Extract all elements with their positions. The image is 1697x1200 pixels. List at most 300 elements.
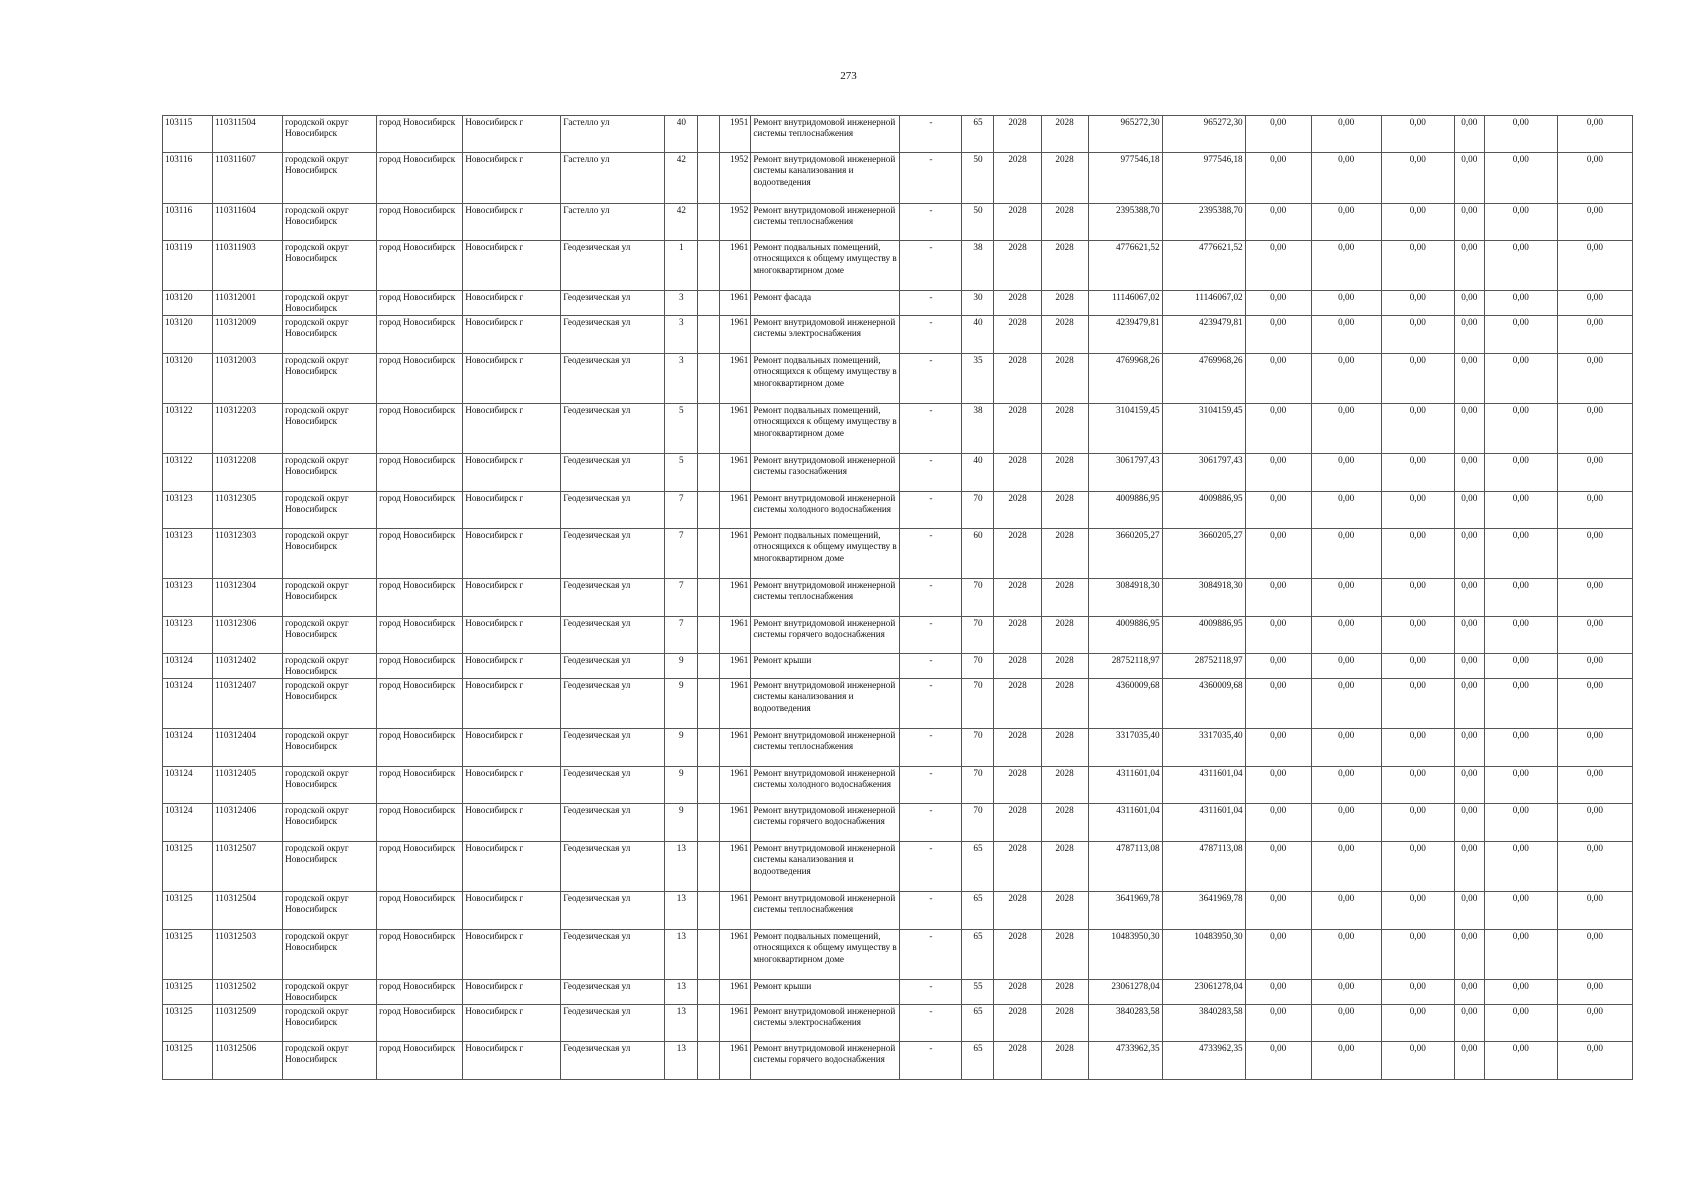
cell-house-number: 5 xyxy=(665,454,698,492)
cell-element-code: 110312507 xyxy=(213,842,283,892)
table-row xyxy=(163,930,1633,980)
table-row xyxy=(163,980,1633,1005)
cell-street: Геодезическая ул xyxy=(561,617,665,654)
cell-element-code: 110312406 xyxy=(213,804,283,842)
cell-budget-cost: 0,00 xyxy=(1311,654,1381,679)
cell-element-code: 110312203 xyxy=(213,404,283,454)
cell-house-number: 42 xyxy=(665,153,698,204)
cell-locality: Новосибирск г xyxy=(463,679,561,729)
cell-total-cost: 4787113,08 xyxy=(1088,842,1162,892)
cell-municipal-district: городской округ Новосибирск xyxy=(283,204,377,241)
cell-work-type: Ремонт внутридомовой инженерной системы холодного водоснабжения xyxy=(751,492,900,529)
cell-work-type: Ремонт внутридомовой инженерной системы электроснабжения xyxy=(751,316,900,354)
cell-object-id: 103125 xyxy=(163,892,213,930)
table-row xyxy=(163,492,1633,529)
cell-fund-cost: 0,00 xyxy=(1245,492,1311,529)
cell-budget-cost: 0,00 xyxy=(1311,579,1381,617)
cell-total-cost: 4239479,81 xyxy=(1088,316,1162,354)
cell-build-year: 1961 xyxy=(720,291,751,316)
cell-house-number: 9 xyxy=(665,654,698,679)
cell-object-id: 103125 xyxy=(163,842,213,892)
cell-building xyxy=(698,654,720,679)
cell-locality: Новосибирск г xyxy=(463,930,561,980)
cell-plan-year-start: 2028 xyxy=(994,842,1041,892)
cell-settlement: город Новосибирск xyxy=(377,767,463,804)
cell-object-id: 103119 xyxy=(163,241,213,291)
cell-dash-mark: - xyxy=(900,316,962,354)
cell-plan-year-end: 2028 xyxy=(1041,529,1088,579)
cell-dash-mark: - xyxy=(900,729,962,767)
cell-plan-year-start: 2028 xyxy=(994,454,1041,492)
cell-house-number: 13 xyxy=(665,930,698,980)
cell-total-cost: 4311601,04 xyxy=(1088,804,1162,842)
cell-owner-cost: 0,00 xyxy=(1484,842,1557,892)
cell-other-cost: 0,00 xyxy=(1557,930,1632,980)
cell-wear-percent: 65 xyxy=(962,1042,994,1080)
cell-locality: Новосибирск г xyxy=(463,1005,561,1042)
cell-fund-cost: 0,00 xyxy=(1245,579,1311,617)
cell-dash-mark: - xyxy=(900,1042,962,1080)
cell-regional-cost: 0,00 xyxy=(1381,529,1454,579)
cell-element-code: 110312306 xyxy=(213,617,283,654)
table-row xyxy=(163,842,1633,892)
cell-work-type: Ремонт подвальных помещений, относящихся к общему имуществу в многоквартирном доме xyxy=(751,354,900,404)
cell-street: Геодезическая ул xyxy=(561,492,665,529)
cell-other-cost: 0,00 xyxy=(1557,492,1632,529)
cell-dash-mark: - xyxy=(900,1005,962,1042)
cell-cost-amount: 4769968,26 xyxy=(1162,354,1245,404)
cell-owner-cost: 0,00 xyxy=(1484,1005,1557,1042)
register-body xyxy=(163,116,1633,1080)
cell-municipal-district: городской округ Новосибирск xyxy=(283,291,377,316)
cell-settlement: город Новосибирск xyxy=(377,291,463,316)
cell-local-cost: 0,00 xyxy=(1454,316,1484,354)
cell-cost-amount: 3084918,30 xyxy=(1162,579,1245,617)
cell-plan-year-start: 2028 xyxy=(994,767,1041,804)
cell-plan-year-start: 2028 xyxy=(994,930,1041,980)
cell-street: Геодезическая ул xyxy=(561,454,665,492)
cell-fund-cost: 0,00 xyxy=(1245,291,1311,316)
cell-owner-cost: 0,00 xyxy=(1484,404,1557,454)
cell-local-cost: 0,00 xyxy=(1454,729,1484,767)
cell-budget-cost: 0,00 xyxy=(1311,316,1381,354)
cell-build-year: 1961 xyxy=(720,679,751,729)
cell-settlement: город Новосибирск xyxy=(377,241,463,291)
cell-object-id: 103116 xyxy=(163,204,213,241)
cell-plan-year-start: 2028 xyxy=(994,492,1041,529)
table-row xyxy=(163,654,1633,679)
cell-settlement: город Новосибирск xyxy=(377,529,463,579)
cell-settlement: город Новосибирск xyxy=(377,204,463,241)
cell-locality: Новосибирск г xyxy=(463,767,561,804)
cell-building xyxy=(698,679,720,729)
cell-work-type: Ремонт внутридомовой инженерной системы холодного водоснабжения xyxy=(751,767,900,804)
cell-cost-amount: 4311601,04 xyxy=(1162,767,1245,804)
cell-build-year: 1961 xyxy=(720,980,751,1005)
table-row xyxy=(163,241,1633,291)
cell-regional-cost: 0,00 xyxy=(1381,980,1454,1005)
cell-cost-amount: 4360009,68 xyxy=(1162,679,1245,729)
cell-work-type: Ремонт внутридомовой инженерной системы горячего водоснабжения xyxy=(751,804,900,842)
cell-plan-year-start: 2028 xyxy=(994,116,1041,153)
cell-budget-cost: 0,00 xyxy=(1311,980,1381,1005)
cell-work-type: Ремонт внутридомовой инженерной системы газоснабжения xyxy=(751,454,900,492)
cell-settlement: город Новосибирск xyxy=(377,354,463,404)
cell-plan-year-end: 2028 xyxy=(1041,1005,1088,1042)
cell-plan-year-end: 2028 xyxy=(1041,804,1088,842)
table-row xyxy=(163,116,1633,153)
cell-settlement: город Новосибирск xyxy=(377,980,463,1005)
cell-owner-cost: 0,00 xyxy=(1484,529,1557,579)
cell-wear-percent: 40 xyxy=(962,316,994,354)
cell-build-year: 1961 xyxy=(720,316,751,354)
cell-plan-year-end: 2028 xyxy=(1041,204,1088,241)
cell-street: Геодезическая ул xyxy=(561,842,665,892)
cell-other-cost: 0,00 xyxy=(1557,291,1632,316)
cell-house-number: 1 xyxy=(665,241,698,291)
cell-municipal-district: городской округ Новосибирск xyxy=(283,842,377,892)
cell-dash-mark: - xyxy=(900,767,962,804)
cell-other-cost: 0,00 xyxy=(1557,804,1632,842)
cell-budget-cost: 0,00 xyxy=(1311,354,1381,404)
cell-cost-amount: 4009886,95 xyxy=(1162,492,1245,529)
cell-local-cost: 0,00 xyxy=(1454,291,1484,316)
cell-locality: Новосибирск г xyxy=(463,204,561,241)
cell-cost-amount: 977546,18 xyxy=(1162,153,1245,204)
cell-cost-amount: 3104159,45 xyxy=(1162,404,1245,454)
cell-local-cost: 0,00 xyxy=(1454,404,1484,454)
cell-house-number: 7 xyxy=(665,617,698,654)
cell-element-code: 110311607 xyxy=(213,153,283,204)
cell-build-year: 1951 xyxy=(720,116,751,153)
cell-budget-cost: 0,00 xyxy=(1311,842,1381,892)
table-row xyxy=(163,291,1633,316)
cell-street: Геодезическая ул xyxy=(561,980,665,1005)
cell-dash-mark: - xyxy=(900,153,962,204)
cell-fund-cost: 0,00 xyxy=(1245,316,1311,354)
cell-work-type: Ремонт внутридомовой инженерной системы теплоснабжения xyxy=(751,116,900,153)
cell-budget-cost: 0,00 xyxy=(1311,241,1381,291)
cell-total-cost: 2395388,70 xyxy=(1088,204,1162,241)
cell-settlement: город Новосибирск xyxy=(377,316,463,354)
cell-municipal-district: городской округ Новосибирск xyxy=(283,316,377,354)
cell-build-year: 1961 xyxy=(720,729,751,767)
cell-regional-cost: 0,00 xyxy=(1381,116,1454,153)
cell-object-id: 103116 xyxy=(163,153,213,204)
cell-plan-year-start: 2028 xyxy=(994,316,1041,354)
cell-building xyxy=(698,116,720,153)
cell-budget-cost: 0,00 xyxy=(1311,116,1381,153)
cell-plan-year-end: 2028 xyxy=(1041,654,1088,679)
cell-total-cost: 3840283,58 xyxy=(1088,1005,1162,1042)
cell-municipal-district: городской округ Новосибирск xyxy=(283,404,377,454)
cell-other-cost: 0,00 xyxy=(1557,980,1632,1005)
cell-dash-mark: - xyxy=(900,654,962,679)
table-row xyxy=(163,529,1633,579)
table-row xyxy=(163,892,1633,930)
cell-settlement: город Новосибирск xyxy=(377,454,463,492)
table-row xyxy=(163,354,1633,404)
cell-building xyxy=(698,579,720,617)
cell-total-cost: 11146067,02 xyxy=(1088,291,1162,316)
cell-regional-cost: 0,00 xyxy=(1381,291,1454,316)
cell-work-type: Ремонт фасада xyxy=(751,291,900,316)
cell-other-cost: 0,00 xyxy=(1557,529,1632,579)
cell-local-cost: 0,00 xyxy=(1454,679,1484,729)
cell-budget-cost: 0,00 xyxy=(1311,153,1381,204)
cell-local-cost: 0,00 xyxy=(1454,842,1484,892)
cell-other-cost: 0,00 xyxy=(1557,679,1632,729)
cell-local-cost: 0,00 xyxy=(1454,529,1484,579)
cell-other-cost: 0,00 xyxy=(1557,892,1632,930)
cell-element-code: 110312502 xyxy=(213,980,283,1005)
cell-build-year: 1961 xyxy=(720,404,751,454)
cell-wear-percent: 38 xyxy=(962,241,994,291)
cell-owner-cost: 0,00 xyxy=(1484,316,1557,354)
cell-plan-year-start: 2028 xyxy=(994,204,1041,241)
cell-fund-cost: 0,00 xyxy=(1245,842,1311,892)
cell-work-type: Ремонт крыши xyxy=(751,654,900,679)
cell-dash-mark: - xyxy=(900,892,962,930)
cell-cost-amount: 3840283,58 xyxy=(1162,1005,1245,1042)
cell-cost-amount: 3641969,78 xyxy=(1162,892,1245,930)
cell-regional-cost: 0,00 xyxy=(1381,804,1454,842)
cell-regional-cost: 0,00 xyxy=(1381,930,1454,980)
cell-wear-percent: 38 xyxy=(962,404,994,454)
cell-dash-mark: - xyxy=(900,116,962,153)
cell-fund-cost: 0,00 xyxy=(1245,1042,1311,1080)
cell-element-code: 110311504 xyxy=(213,116,283,153)
cell-locality: Новосибирск г xyxy=(463,153,561,204)
cell-element-code: 110312304 xyxy=(213,579,283,617)
cell-object-id: 103123 xyxy=(163,529,213,579)
cell-dash-mark: - xyxy=(900,617,962,654)
cell-other-cost: 0,00 xyxy=(1557,767,1632,804)
cell-building xyxy=(698,204,720,241)
cell-settlement: город Новосибирск xyxy=(377,729,463,767)
cell-work-type: Ремонт внутридомовой инженерной системы теплоснабжения xyxy=(751,729,900,767)
cell-house-number: 40 xyxy=(665,116,698,153)
cell-plan-year-start: 2028 xyxy=(994,679,1041,729)
cell-municipal-district: городской округ Новосибирск xyxy=(283,1042,377,1080)
cell-municipal-district: городской округ Новосибирск xyxy=(283,804,377,842)
cell-budget-cost: 0,00 xyxy=(1311,804,1381,842)
cell-regional-cost: 0,00 xyxy=(1381,842,1454,892)
cell-building xyxy=(698,492,720,529)
table-row xyxy=(163,617,1633,654)
cell-municipal-district: городской округ Новосибирск xyxy=(283,241,377,291)
cell-locality: Новосибирск г xyxy=(463,579,561,617)
cell-regional-cost: 0,00 xyxy=(1381,892,1454,930)
cell-cost-amount: 10483950,30 xyxy=(1162,930,1245,980)
cell-element-code: 110311903 xyxy=(213,241,283,291)
table-row xyxy=(163,679,1633,729)
cell-element-code: 110312003 xyxy=(213,354,283,404)
cell-work-type: Ремонт подвальных помещений, относящихся к общему имуществу в многоквартирном доме xyxy=(751,241,900,291)
cell-local-cost: 0,00 xyxy=(1454,767,1484,804)
table-row xyxy=(163,204,1633,241)
cell-build-year: 1961 xyxy=(720,1005,751,1042)
cell-plan-year-end: 2028 xyxy=(1041,767,1088,804)
cell-local-cost: 0,00 xyxy=(1454,654,1484,679)
cell-local-cost: 0,00 xyxy=(1454,980,1484,1005)
cell-object-id: 103124 xyxy=(163,654,213,679)
cell-locality: Новосибирск г xyxy=(463,404,561,454)
cell-street: Геодезическая ул xyxy=(561,579,665,617)
cell-object-id: 103120 xyxy=(163,316,213,354)
cell-dash-mark: - xyxy=(900,291,962,316)
cell-object-id: 103124 xyxy=(163,679,213,729)
cell-settlement: город Новосибирск xyxy=(377,804,463,842)
cell-house-number: 7 xyxy=(665,492,698,529)
cell-building xyxy=(698,729,720,767)
cell-plan-year-start: 2028 xyxy=(994,654,1041,679)
cell-wear-percent: 50 xyxy=(962,153,994,204)
cell-street: Геодезическая ул xyxy=(561,529,665,579)
cell-municipal-district: городской округ Новосибирск xyxy=(283,980,377,1005)
cell-object-id: 103125 xyxy=(163,930,213,980)
cell-dash-mark: - xyxy=(900,354,962,404)
cell-locality: Новосибирск г xyxy=(463,804,561,842)
cell-house-number: 3 xyxy=(665,354,698,404)
cell-settlement: город Новосибирск xyxy=(377,654,463,679)
cell-building xyxy=(698,617,720,654)
cell-building xyxy=(698,454,720,492)
cell-budget-cost: 0,00 xyxy=(1311,617,1381,654)
cell-element-code: 110312503 xyxy=(213,930,283,980)
cell-build-year: 1961 xyxy=(720,492,751,529)
cell-municipal-district: городской округ Новосибирск xyxy=(283,1005,377,1042)
cell-total-cost: 4009886,95 xyxy=(1088,492,1162,529)
cell-municipal-district: городской округ Новосибирск xyxy=(283,492,377,529)
cell-house-number: 9 xyxy=(665,729,698,767)
cell-budget-cost: 0,00 xyxy=(1311,291,1381,316)
cell-street: Геодезическая ул xyxy=(561,241,665,291)
cell-fund-cost: 0,00 xyxy=(1245,454,1311,492)
cell-element-code: 110312506 xyxy=(213,1042,283,1080)
cell-other-cost: 0,00 xyxy=(1557,1005,1632,1042)
cell-owner-cost: 0,00 xyxy=(1484,492,1557,529)
cell-other-cost: 0,00 xyxy=(1557,204,1632,241)
cell-fund-cost: 0,00 xyxy=(1245,729,1311,767)
table-row xyxy=(163,767,1633,804)
cell-total-cost: 3317035,40 xyxy=(1088,729,1162,767)
cell-regional-cost: 0,00 xyxy=(1381,729,1454,767)
cell-other-cost: 0,00 xyxy=(1557,842,1632,892)
cell-house-number: 9 xyxy=(665,767,698,804)
page-number: 273 xyxy=(840,70,857,82)
cell-locality: Новосибирск г xyxy=(463,492,561,529)
cell-object-id: 103124 xyxy=(163,767,213,804)
cell-budget-cost: 0,00 xyxy=(1311,454,1381,492)
cell-building xyxy=(698,980,720,1005)
cell-street: Геодезическая ул xyxy=(561,679,665,729)
cell-wear-percent: 35 xyxy=(962,354,994,404)
cell-other-cost: 0,00 xyxy=(1557,354,1632,404)
cell-locality: Новосибирск г xyxy=(463,842,561,892)
cell-regional-cost: 0,00 xyxy=(1381,679,1454,729)
cell-dash-mark: - xyxy=(900,529,962,579)
cell-object-id: 103124 xyxy=(163,804,213,842)
cell-owner-cost: 0,00 xyxy=(1484,116,1557,153)
cell-regional-cost: 0,00 xyxy=(1381,204,1454,241)
cell-local-cost: 0,00 xyxy=(1454,354,1484,404)
cell-object-id: 103125 xyxy=(163,1005,213,1042)
cell-work-type: Ремонт внутридомовой инженерной системы электроснабжения xyxy=(751,1005,900,1042)
cell-other-cost: 0,00 xyxy=(1557,454,1632,492)
cell-street: Геодезическая ул xyxy=(561,1042,665,1080)
cell-locality: Новосибирск г xyxy=(463,654,561,679)
cell-street: Геодезическая ул xyxy=(561,354,665,404)
cell-locality: Новосибирск г xyxy=(463,529,561,579)
cell-element-code: 110312009 xyxy=(213,316,283,354)
capital-repair-register-table xyxy=(162,115,1633,1080)
cell-work-type: Ремонт внутридомовой инженерной системы канализования и водоотведения xyxy=(751,842,900,892)
cell-work-type: Ремонт внутридомовой инженерной системы теплоснабжения xyxy=(751,579,900,617)
cell-fund-cost: 0,00 xyxy=(1245,892,1311,930)
cell-house-number: 7 xyxy=(665,579,698,617)
cell-plan-year-end: 2028 xyxy=(1041,980,1088,1005)
cell-municipal-district: городской округ Новосибирск xyxy=(283,679,377,729)
cell-street: Геодезическая ул xyxy=(561,654,665,679)
cell-owner-cost: 0,00 xyxy=(1484,930,1557,980)
cell-total-cost: 965272,30 xyxy=(1088,116,1162,153)
cell-wear-percent: 60 xyxy=(962,529,994,579)
cell-house-number: 13 xyxy=(665,892,698,930)
cell-street: Геодезическая ул xyxy=(561,316,665,354)
cell-cost-amount: 28752118,97 xyxy=(1162,654,1245,679)
cell-regional-cost: 0,00 xyxy=(1381,579,1454,617)
cell-dash-mark: - xyxy=(900,980,962,1005)
cell-municipal-district: городской округ Новосибирск xyxy=(283,354,377,404)
cell-budget-cost: 0,00 xyxy=(1311,767,1381,804)
cell-street: Геодезическая ул xyxy=(561,930,665,980)
cell-budget-cost: 0,00 xyxy=(1311,204,1381,241)
cell-owner-cost: 0,00 xyxy=(1484,804,1557,842)
cell-work-type: Ремонт внутридомовой инженерной системы канализования и водоотведения xyxy=(751,153,900,204)
cell-element-code: 110312402 xyxy=(213,654,283,679)
cell-fund-cost: 0,00 xyxy=(1245,930,1311,980)
cell-wear-percent: 65 xyxy=(962,1005,994,1042)
cell-regional-cost: 0,00 xyxy=(1381,454,1454,492)
cell-build-year: 1961 xyxy=(720,579,751,617)
table-row xyxy=(163,404,1633,454)
cell-work-type: Ремонт внутридомовой инженерной системы теплоснабжения xyxy=(751,204,900,241)
cell-fund-cost: 0,00 xyxy=(1245,804,1311,842)
table-row xyxy=(163,579,1633,617)
cell-work-type: Ремонт внутридомовой инженерной системы теплоснабжения xyxy=(751,892,900,930)
cell-plan-year-start: 2028 xyxy=(994,729,1041,767)
cell-build-year: 1961 xyxy=(720,241,751,291)
cell-plan-year-end: 2028 xyxy=(1041,116,1088,153)
cell-total-cost: 3641969,78 xyxy=(1088,892,1162,930)
cell-budget-cost: 0,00 xyxy=(1311,492,1381,529)
cell-wear-percent: 55 xyxy=(962,980,994,1005)
cell-work-type: Ремонт внутридомовой инженерной системы горячего водоснабжения xyxy=(751,617,900,654)
cell-dash-mark: - xyxy=(900,204,962,241)
cell-locality: Новосибирск г xyxy=(463,316,561,354)
cell-local-cost: 0,00 xyxy=(1454,579,1484,617)
cell-local-cost: 0,00 xyxy=(1454,204,1484,241)
cell-fund-cost: 0,00 xyxy=(1245,241,1311,291)
cell-object-id: 103120 xyxy=(163,354,213,404)
cell-work-type: Ремонт крыши xyxy=(751,980,900,1005)
cell-wear-percent: 30 xyxy=(962,291,994,316)
cell-plan-year-start: 2028 xyxy=(994,1005,1041,1042)
cell-total-cost: 3061797,43 xyxy=(1088,454,1162,492)
cell-regional-cost: 0,00 xyxy=(1381,1042,1454,1080)
cell-regional-cost: 0,00 xyxy=(1381,654,1454,679)
